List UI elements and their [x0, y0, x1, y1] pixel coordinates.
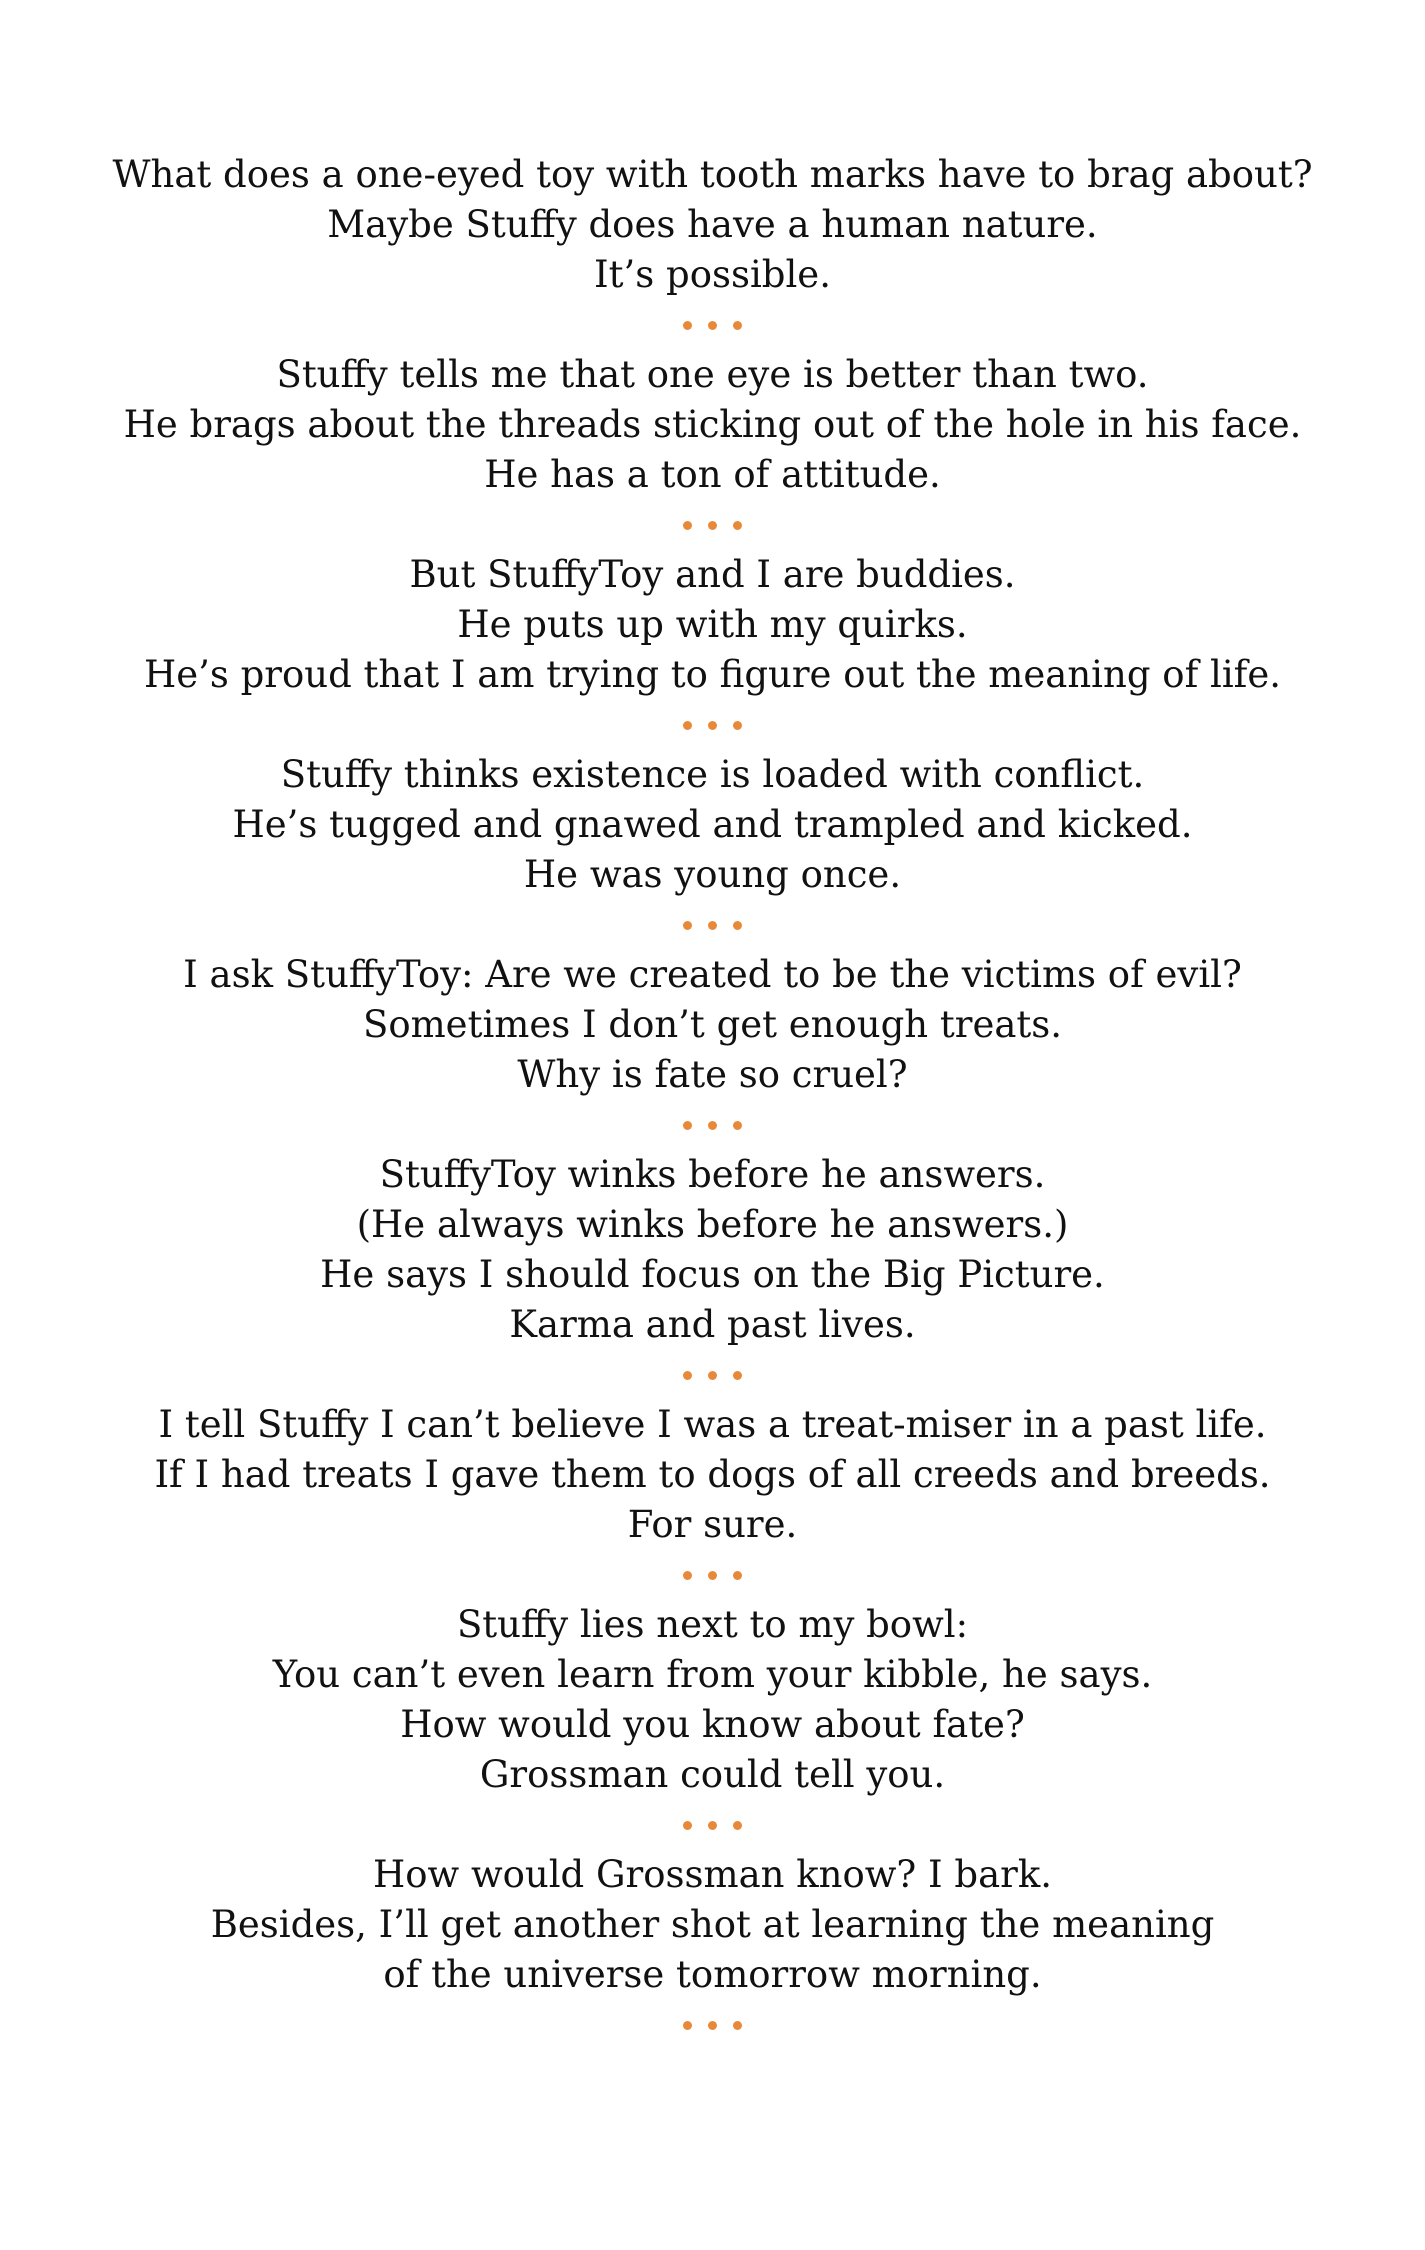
poem-line: Maybe Stuffy does have a human nature.: [327, 203, 1098, 246]
poem-line: How would Grossman know? I bark.: [372, 1853, 1053, 1896]
stanza-2: [0, 350, 1425, 500]
stanza-7: [0, 1400, 1425, 1550]
poem-line: What does a one-eyed toy with tooth marks have to brag about?: [112, 153, 1313, 196]
three-dots-divider-icon: [0, 1800, 1425, 1850]
poem-line: He has a ton of attitude.: [484, 453, 941, 496]
three-dots-divider-icon: [0, 1100, 1425, 1150]
poem-line: He’s tugged and gnawed and trampled and kicked.: [232, 803, 1193, 846]
poem-line: Besides, I’ll get another shot at learning the meaning: [210, 1903, 1215, 1946]
three-dots-divider-icon: [0, 700, 1425, 750]
three-dots-divider-icon: [0, 500, 1425, 550]
stanza-5: [0, 950, 1425, 1100]
poem-line: StuffyToy winks before he answers.: [379, 1153, 1046, 1196]
poem-line: He brags about the threads sticking out of the hole in his face.: [123, 403, 1302, 446]
poem-line: Stuffy tells me that one eye is better than two.: [276, 353, 1149, 396]
poem-line: He was young once.: [523, 853, 902, 896]
stanza-8: [0, 1600, 1425, 1800]
three-dots-divider-icon: [0, 1350, 1425, 1400]
poem-line: But StuffyToy and I are buddies.: [409, 553, 1016, 596]
poem-line: (He always winks before he answers.): [356, 1203, 1069, 1246]
poem-line: Grossman could tell you.: [479, 1753, 946, 1796]
three-dots-divider-icon: [0, 1550, 1425, 1600]
three-dots-divider-icon: [0, 2000, 1425, 2050]
poem-line: He puts up with my quirks.: [457, 603, 968, 646]
three-dots-divider-icon: [0, 900, 1425, 950]
poem-line: How would you know about fate?: [400, 1703, 1025, 1746]
poem-line: Karma and past lives.: [509, 1303, 916, 1346]
poem-line: He says I should focus on the Big Picture.: [320, 1253, 1105, 1296]
poem-line: I tell Stuffy I can’t believe I was a treat-miser in a past life.: [158, 1403, 1267, 1446]
poem-line: Stuffy lies next to my bowl:: [456, 1603, 969, 1646]
stanza-1: [0, 150, 1425, 300]
poem-line: You can’t even learn from your kibble, he says.: [272, 1653, 1153, 1696]
three-dots-divider-icon: [0, 300, 1425, 350]
poem-line: Why is fate so cruel?: [517, 1053, 908, 1096]
poem-line: of the universe tomorrow morning.: [383, 1953, 1042, 1996]
poem-line: Sometimes I don’t get enough treats.: [362, 1003, 1063, 1046]
poem-line: Stuffy thinks existence is loaded with conflict.: [280, 753, 1145, 796]
stanza-3: [0, 550, 1425, 700]
poem-line: It’s possible.: [594, 253, 831, 296]
poem-line: For sure.: [627, 1503, 798, 1546]
poem-line: I ask StuffyToy: Are we created to be the victims of evil?: [183, 953, 1242, 996]
poem-line: He’s proud that I am trying to figure out the meaning of life.: [143, 653, 1282, 696]
poem-page: [0, 150, 1425, 2050]
stanza-9: [0, 1850, 1425, 2000]
stanza-4: [0, 750, 1425, 900]
poem-line: If I had treats I gave them to dogs of all creeds and breeds.: [154, 1453, 1271, 1496]
stanza-6: [0, 1150, 1425, 1350]
